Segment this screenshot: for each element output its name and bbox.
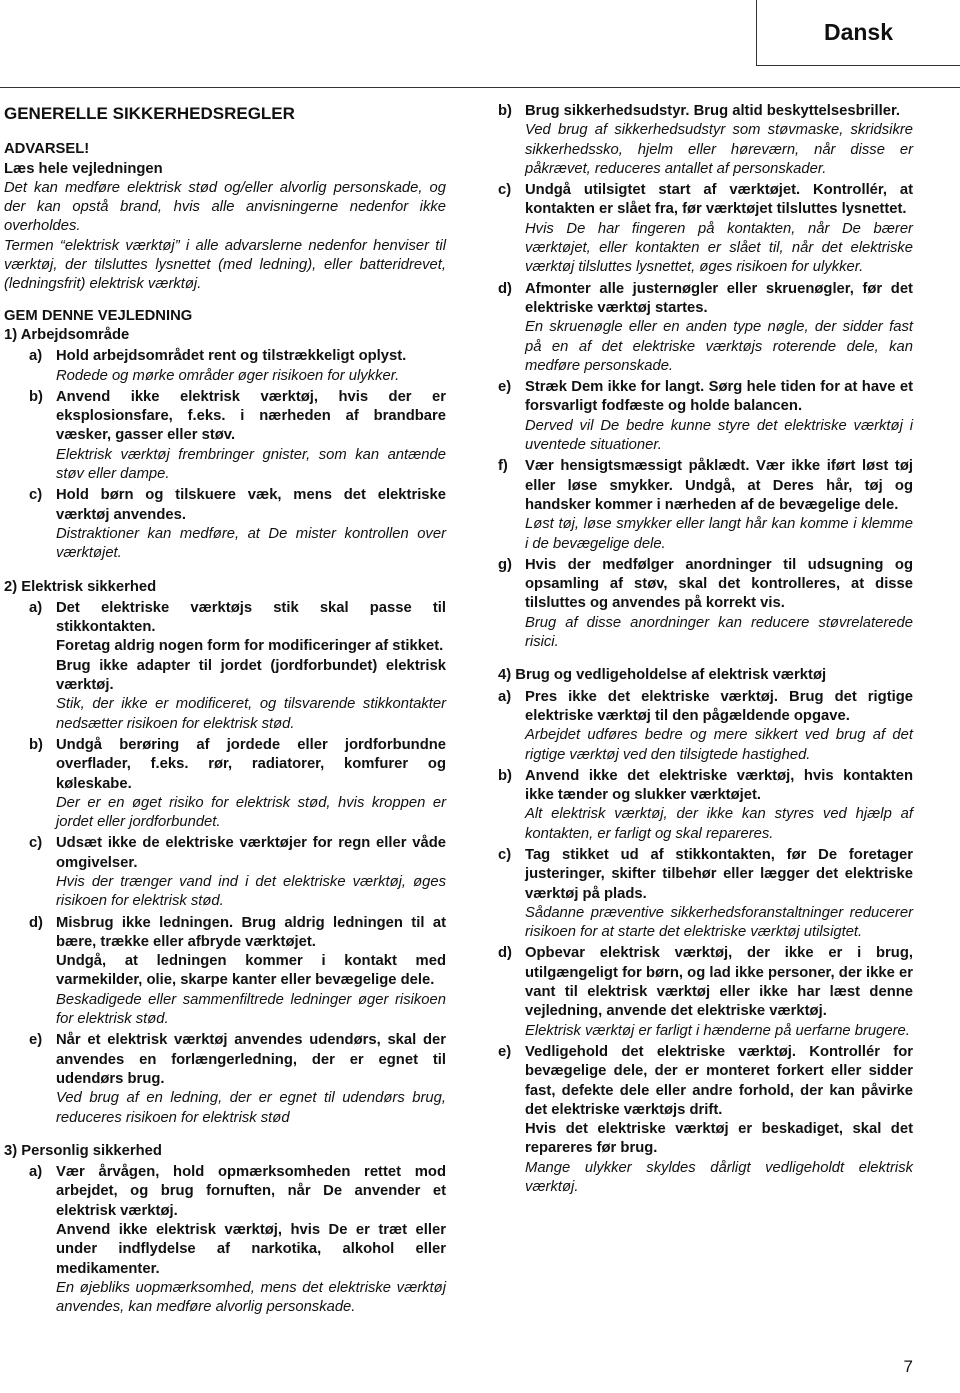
item-rule: Pres ikke det elektriske værktøj. Brug det rigtige elektriske værktøj til den pågældende opgave. [525, 688, 913, 724]
list-item [498, 457, 913, 553]
page-number: 7 [903, 1357, 913, 1376]
list-item [29, 834, 446, 911]
language-tab [756, 0, 960, 66]
list-item [498, 767, 913, 844]
item-explanation: Ved brug af sikkerhedsudstyr som støvmaske, skridsikre sikkerhedssko, hjelm eller høreværn, når disse er påkrævet, reduceres antallet af personskader. [525, 122, 913, 177]
keep-heading: GEM DENNE VEJLEDNING [4, 307, 193, 324]
list-item-label: c) [29, 835, 43, 852]
item-explanation: Elektrisk værktøj frembringer gnister, som kan antænde støv eller dampe. [56, 446, 446, 483]
list-item [29, 486, 446, 563]
list-item [498, 378, 913, 455]
item-rule: Anvend ikke elektrisk værktøj, hvis De er træt eller under indflydelse af narkotika, alkohol eller medikamenter. [56, 1222, 446, 1277]
section-1-title: 1) Arbejdsområde [4, 326, 130, 343]
item-explanation: Løst tøj, løse smykker eller langt hår kan komme i klemme i de bevægelige dele. [525, 516, 913, 552]
list-item-label: a) [29, 599, 43, 616]
list-item-label: b) [29, 388, 43, 405]
item-rule: Anvend ikke det elektriske værktøj, hvis kontakten ikke tænder og slukker værktøjet. [525, 767, 913, 804]
item-explanation: En øjebliks uopmærksomhed, mens det elektriske værktøj anvendes, kan medføre alvorlig personskade. [56, 1279, 446, 1316]
list-item-label: b) [498, 103, 512, 119]
list-item-label: a) [29, 1164, 43, 1181]
item-explanation: Elektrisk værktøj er farligt i hænderne på uerfarne brugere. [525, 1022, 910, 1039]
list-item [29, 599, 446, 734]
item-explanation: Hvis De har fingeren på kontakten, når De bærer værktøjet, eller kontakten er slået til, når det elektriske værktøj tilsluttes lysnettet, øges risikoen for ulykker. [525, 220, 913, 276]
warning-text: Det kan medføre elektrisk stød og/eller alvorlig personskade, og der kan opstå brand, hvis alle anvisningerne nedenfor ikke overholdes. [4, 179, 446, 235]
header-rule [0, 87, 960, 88]
item-rule: Undgå utilsigtet start af værktøjet. Kontrollér, at kontakten er slået fra, før værktøjet tilsluttes lysnettet. [525, 182, 913, 218]
item-explanation: Beskadigede eller sammenfiltrede ledninger øger risikoen for elektrisk stød. [56, 991, 446, 1028]
term-text: Termen “elektrisk værktøj” i alle advarslerne nedenfor henviser til værktøj, der tilsluttes lysnettet (med ledning), eller batteridrevet, (ledningsfrit) elektrisk værktøj. [4, 237, 446, 293]
item-rule: Vedligehold det elektriske værktøj. Kontrollér for bevægelige dele, der er monteret forkert eller sidder fast, defekte dele eller andre forhold, der kan påvirke det elektriske værktøjs drift. [525, 1043, 913, 1118]
item-explanation: Alt elektrisk værktøj, der ikke kan styres ved hjælp af kontakten, er farligt og skal repareres. [525, 806, 913, 842]
item-rule: Hvis det elektriske værktøj er beskadiget, skal det repareres før brug. [525, 1121, 913, 1157]
item-explanation: Sådanne præventive sikkerhedsforanstaltninger reducerer risikoen for at starte det elektriske værktøj utilsigtet. [525, 904, 913, 941]
list-item-label: e) [29, 1032, 43, 1049]
item-explanation: Ved brug af en ledning, der er egnet til udendørs brug, reduceres risikoen for elektrisk stød [56, 1090, 446, 1126]
list-item [498, 1043, 913, 1197]
list-item [498, 280, 913, 376]
page-title: GENERELLE SIKKERHEDSREGLER [4, 104, 295, 123]
list-item-label: c) [498, 846, 512, 863]
list-item-label: d) [29, 914, 43, 931]
list-item-label: e) [498, 1043, 512, 1060]
item-rule: Vær årvågen, hold opmærksomheden rettet mod arbejdet, og brug fornuften, når De anvender et elektrisk værktøj. [56, 1164, 446, 1219]
item-rule: Undgå, at ledningen kommer i kontakt med varmekilder, olie, skarpe kanter eller bevægelige dele. [56, 953, 446, 989]
item-explanation: Mange ulykker skyldes dårligt vedligeholdt elektrisk værktøj. [525, 1159, 913, 1196]
list-item [29, 736, 446, 832]
list-item [498, 556, 913, 652]
list-item [29, 1031, 446, 1127]
list-item-label: c) [498, 182, 512, 199]
item-explanation: Rodede og mørke områder øger risikoen for ulykker. [56, 367, 400, 384]
list-item [29, 388, 446, 484]
item-rule: Stræk Dem ikke for langt. Sørg hele tiden for at have et forsvarligt fodfæste og holde balancen. [525, 379, 913, 415]
section-4-title: 4) Brug og vedligeholdelse af elektrisk værktøj [498, 667, 827, 684]
item-rule: Vær hensigtsmæssigt påklædt. Vær ikke iført løst tøj eller løse smykker. Undgå, at Deres hår, tøj og handsker kommer i nærheden af de bevægelige dele. [525, 458, 913, 513]
list-item [498, 102, 913, 179]
item-rule: Misbrug ikke ledningen. Brug aldrig ledningen til at bære, trække eller afbryde værktøjet. [56, 914, 446, 950]
item-explanation: Arbejdet udføres bedre og mere sikkert ved brug af det rigtige værktøj ved den tilsigtede hastighed. [525, 727, 913, 763]
list-item [29, 1163, 446, 1317]
item-rule: Hold arbejdsområdet rent og tilstrækkeligt oplyst. [56, 348, 407, 365]
list-item [29, 914, 446, 1030]
list-item-label: a) [498, 688, 512, 705]
list-item [498, 688, 913, 765]
item-explanation: Der er en øget risiko for elektrisk stød, hvis kroppen er jordet eller jordforbundet. [56, 794, 446, 831]
item-rule: Det elektriske værktøjs stik skal passe til stikkontakten. [56, 599, 446, 636]
item-rule: Hvis der medfølger anordninger til udsugning og opsamling af støv, skal det kontrolleres, at disse tilsluttes og anvendes på korrekt vis. [525, 556, 913, 612]
list-item-label: e) [498, 379, 512, 396]
warning-bold: Læs hele vejledningen [4, 160, 163, 177]
list-item-label: d) [498, 945, 512, 962]
item-rule: Hold børn og tilskuere væk, mens det elektriske værktøj anvendes. [56, 487, 446, 523]
list-item-label: d) [498, 280, 512, 297]
item-rule: Tag stikket ud af stikkontakten, før De foretager justeringer, skifter tilbehør eller lægger det elektriske værktøj på plads. [525, 846, 913, 902]
item-explanation: Distraktioner kan medføre, at De mister kontrollen over værktøjet. [56, 525, 446, 562]
item-rule: Udsæt ikke de elektriske værktøjer for regn eller våde omgivelser. [56, 835, 446, 871]
item-explanation: Brug af disse anordninger kan reducere støvrelaterede risici. [525, 614, 913, 651]
item-rule: Brug sikkerhedsudstyr. Brug altid beskyttelsesbriller. [525, 103, 900, 119]
item-rule: Anvend ikke elektrisk værktøj, hvis der er eksplosionsfare, f.eks. i nærheden af brandbare væsker, gasser eller støv. [56, 388, 446, 444]
item-rule: Afmonter alle justernøgler eller skruenøgler, før det elektriske værktøj startes. [525, 280, 913, 316]
list-item-label: b) [29, 736, 43, 753]
item-explanation: Hvis der trænger vand ind i det elektriske værktøj, øges risikoen for elektrisk stød. [56, 873, 446, 910]
list-item-label: c) [29, 487, 43, 504]
right-column [498, 100, 913, 1197]
section-3-title: 3) Personlig sikkerhed [4, 1142, 162, 1159]
item-explanation: En skruenøgle eller en anden type nøgle, der sidder fast på en af det elektriske værktøjs roterende dele, kan medføre personskade. [525, 319, 913, 374]
item-rule: Undgå berøring af jordede eller jordforbundne overflader, f.eks. rør, radiatorer, komfurer og køleskabe. [56, 736, 446, 792]
item-rule: Brug ikke adapter til jordet (jordforbundet) elektrisk værktøj. [56, 657, 446, 694]
list-item [498, 944, 913, 1040]
list-item-label: a) [29, 348, 43, 365]
warning-label: ADVARSEL! [4, 141, 90, 158]
section-2-title: 2) Elektrisk sikkerhed [4, 578, 157, 595]
list-item [498, 181, 913, 277]
list-item-label: g) [498, 556, 512, 573]
item-explanation: Stik, der ikke er modificeret, og tilsvarende stikkontakter nedsætter risikoen for elektrisk stød. [56, 696, 446, 732]
list-item-label: f) [498, 458, 508, 475]
language-label: Dansk [823, 19, 894, 45]
list-item-label: b) [498, 767, 512, 784]
item-explanation: Derved vil De bedre kunne styre det elektriske værktøj i uventede situationer. [525, 417, 913, 454]
list-item [498, 846, 913, 942]
list-item [29, 347, 446, 386]
item-rule: Foretag aldrig nogen form for modificeringer af stikket. [56, 638, 444, 655]
item-rule: Når et elektrisk værktøj anvendes udendørs, skal der anvendes en forlængerledning, der er egnet til udendørs brug. [56, 1032, 446, 1087]
item-rule: Opbevar elektrisk værktøj, der ikke er i brug, utilgængeligt for børn, og lad ikke personer, der ikke er vant til elektrisk værktøj eller ikke har læst denne vejledning, anvende det elektriske værktøj. [525, 945, 913, 1020]
left-column [4, 100, 446, 1318]
